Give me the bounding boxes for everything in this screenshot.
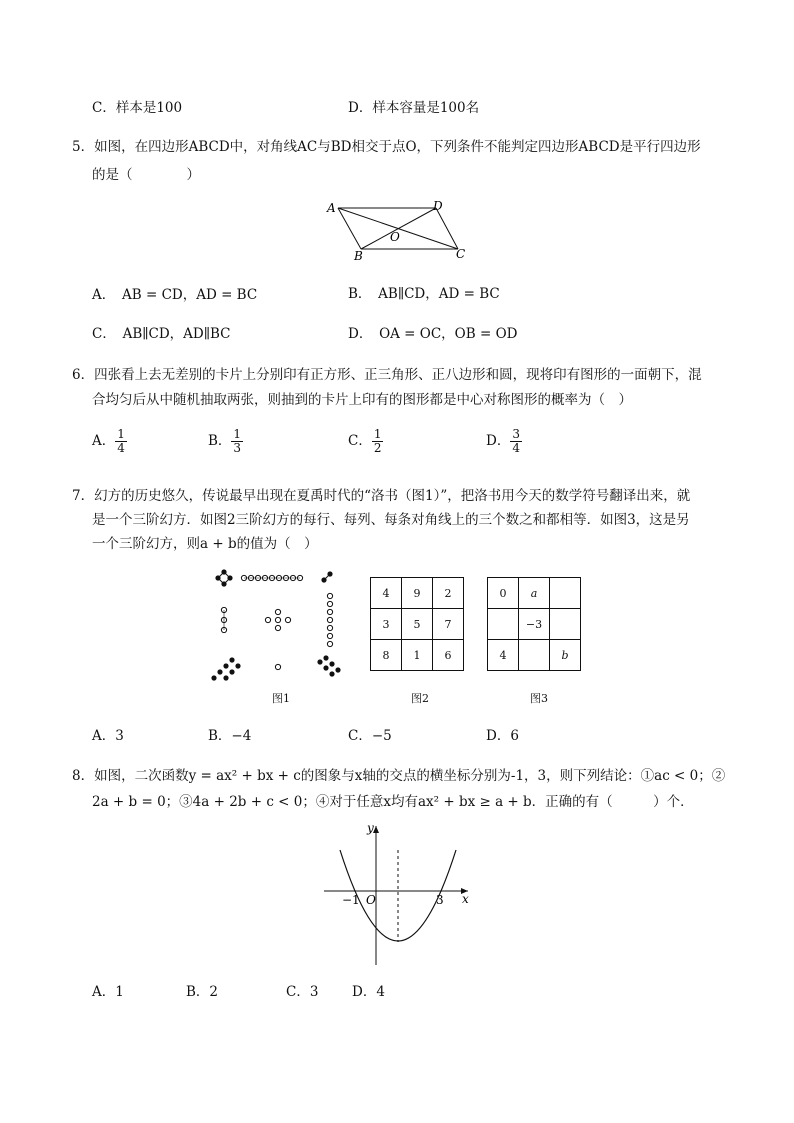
q5-parallelogram-figure [318, 196, 478, 264]
vertex-d-label: D [433, 199, 443, 213]
fig3-caption: 图3 [530, 692, 548, 705]
vertex-o-label: O [390, 230, 400, 244]
q7-option-d: D．6 [486, 728, 519, 744]
q7-stem-line2: 是一个三阶幻方．如图2三阶幻方的每行、每列、每条对角线上的三个数之和都相等．如图3，这是另 [92, 512, 690, 528]
vertex-a-label: A [327, 201, 336, 215]
three-tick-label: 3 [436, 893, 444, 907]
q7-option-a: A．3 [92, 728, 124, 744]
q8-option-a: A．1 [92, 984, 124, 1000]
q6-option-d: D． $\frac{3}{4}$ [486, 427, 520, 455]
q6-stem-line1: 6．四张看上去无差别的卡片上分别印有正方形、正三角形、正八边形和圆，现将印有图形的一面朝下，混 [72, 367, 702, 383]
q4-option-d: D．样本容量是100名 [348, 100, 480, 116]
q7-option-c: C．−5 [348, 728, 392, 744]
parabola-graph [318, 820, 478, 970]
fig2-caption: 图2 [411, 692, 429, 705]
q7-stem-line3: 一个三阶幻方，则a + b的值为（ ） [92, 536, 318, 552]
q5-option-c: C． AB∥CD，AD∥BC [92, 326, 231, 342]
q8-stem-line1: 8．如图，二次函数y = ax² + bx + c的图象与x轴的交点的横坐标分别为-1，3，则下列结论：①ac < 0；② [72, 768, 726, 784]
q5-stem-line1: 5．如图，在四边形ABCD中，对角线AC与BD相交于点O，下列条件不能判定四边形ABCD是平行四边形 [72, 139, 701, 155]
magic-square-fig2: 4 9 2 3 5 7 8 1 6 [370, 577, 464, 671]
q6-option-a: A． $\frac{1}{4}$ [92, 427, 125, 455]
luoshu-figure [210, 566, 350, 682]
x-axis-label: x [462, 892, 469, 906]
q6-option-c: C． $\frac{1}{2}$ [348, 427, 382, 455]
q6-stem-line2: 合均匀后从中随机抽取两张，则抽到的卡片上印有的图形都是中心对称图形的概率为（ ） [92, 392, 632, 408]
q6-option-b: B． $\frac{1}{3}$ [208, 427, 242, 455]
q5-option-d: D． OA = OC，OB = OD [348, 326, 518, 342]
q8-option-c: C．3 [286, 984, 319, 1000]
origin-label: O [366, 893, 376, 907]
vertex-c-label: C [456, 247, 466, 261]
q8-option-d: D．4 [352, 984, 385, 1000]
q7-option-b: B．−4 [208, 728, 252, 744]
q7-stem-line1: 7．幻方的历史悠久，传说最早出现在夏禹时代的“洛书（图1）”，把洛书用今天的数学符号翻译出来，就 [72, 488, 691, 504]
magic-square-fig3: 0 a −3 4 b [487, 577, 581, 671]
q5-option-a: A． AB = CD，AD = BC [92, 287, 258, 303]
q8-stem-line2: 2a + b = 0；③4a + 2b + c < 0；④对于任意x均有ax² + bx ≥ a + b．正确的有（ ）个． [92, 794, 694, 810]
q8-option-b: B．2 [186, 984, 219, 1000]
q5-stem-line2: 的是（ ） [92, 167, 200, 183]
q5-option-b: B． AB∥CD，AD = BC [348, 286, 500, 302]
q4-option-c: C．样本是100 [92, 100, 183, 116]
y-axis-label: y [367, 821, 374, 835]
fig1-caption: 图1 [272, 692, 290, 705]
neg-one-tick-label: −1 [342, 893, 360, 907]
vertex-b-label: B [354, 249, 363, 263]
